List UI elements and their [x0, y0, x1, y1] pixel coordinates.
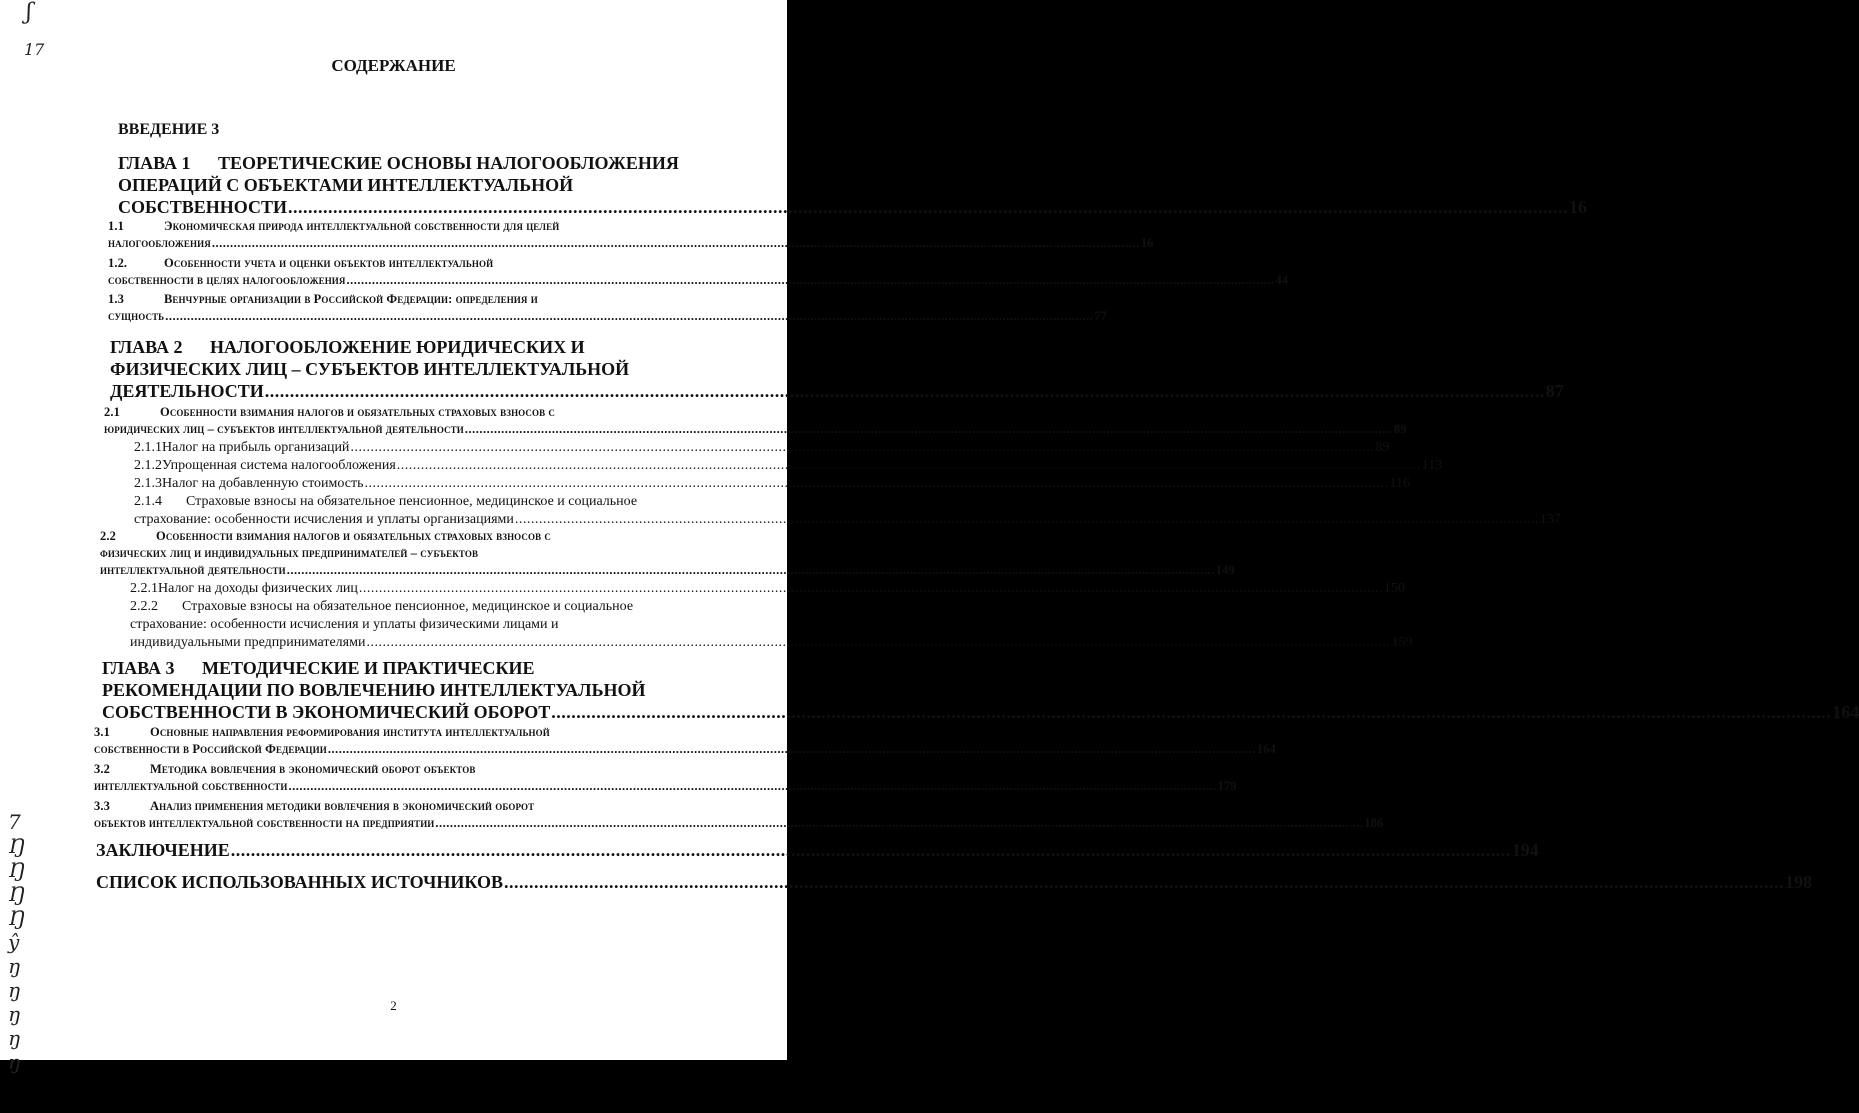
toc-section-3-1: 3.1 Основные направления реформирования института интеллектуальной собственности в Российской Федерации ..... 164 — [94, 724, 724, 758]
toc-section-3-3: 3.3 Анализ применения методики вовлечения в экономический оборот объектов интеллектуальной собственности на предприятии ..... 186 — [94, 798, 724, 832]
toc-references: СПИСОК ИСПОЛЬЗОВАННЫХ ИСТОЧНИКОВ ..... 198 — [96, 872, 724, 893]
toc-intro: ВВЕДЕНИЕ 3 — [118, 121, 220, 138]
toc-section-2-2: 2.2 Особенности взимания налогов и обязательных страховых взносов с физических лиц и индивидуальных предпринимателей – субъектов интеллектуальной деятельности ..... 149 — [100, 528, 726, 579]
toc-chapter-2: ГЛАВА 2 НАЛОГООБЛОЖЕНИЕ ЮРИДИЧЕСКИХ И ФИЗИЧЕСКИХ ЛИЦ – СУБЪЕКТОВ ИНТЕЛЛЕКТУАЛЬНОЙ ДЕЯТЕЛЬНОСТИ ..... 87 — [110, 336, 728, 402]
handwritten-mark-top-2: 17 — [24, 40, 45, 59]
toc-subsection-2-1-3: 2.1.3 Налог на добавленную стоимость ..... 116 — [134, 475, 726, 493]
toc-section-3-2: 3.2 Методика вовлечения в экономический оборот объектов интеллектуальной собственности ..... 179 — [94, 761, 724, 795]
toc-chapter-3: ГЛАВА 3 МЕТОДИЧЕСКИЕ И ПРАКТИЧЕСКИЕ РЕКОМЕНДАЦИИ ПО ВОВЛЕЧЕНИЮ ИНТЕЛЛЕКТУАЛЬНОЙ СОБСТВЕННОСТИ В ЭКОНОМИЧЕСКИЙ ОБОРОТ ..... 164 — [102, 657, 724, 723]
toc-subsection-2-1-4: 2.1.4 Страховые взносы на обязательное пенсионное, медицинское и социальное страхование: особенности исчисления и уплаты организациями ..... 137 — [134, 493, 726, 529]
toc-subsection-2-2-2: 2.2.2 Страховые взносы на обязательное пенсионное, медицинское и социальное страхование: особенности исчисления и уплаты физическими лицами и индивидуальными предпринимателями ..... 159 — [130, 598, 726, 652]
toc-subsection-2-1-2: 2.1.2 Упрощенная система налогообложения ..... 113 — [134, 457, 726, 475]
toc-chapter-1: ГЛАВА 1 ТЕОРЕТИЧЕСКИЕ ОСНОВЫ НАЛОГООБЛОЖЕНИЯ ОПЕРАЦИЙ С ОБЪЕКТАМИ ИНТЕЛЛЕКТУАЛЬНОЙ СОБСТВЕННОСТИ ..... 16 — [118, 152, 728, 218]
handwritten-marks-left: 7 Ŋ Ŋ Ŋ Ŋ ŷ ŋ ŋ ŋ ŋ ŋ — [8, 810, 25, 1074]
toc-section-1-2: 1.2. Особенности учета и оценки объектов интеллектуальной собственности в целях налогообложения ..... 44 — [108, 255, 728, 289]
toc-conclusion: ЗАКЛЮЧЕНИЕ ..... 194 — [96, 840, 724, 861]
toc-subsection-2-2-1: 2.2.1 Налог на доходы физических лиц ..... 150 — [130, 580, 726, 598]
toc-section-2-1: 2.1 Особенности взимания налогов и обязательных страховых взносов с юридических лиц – субъектов интеллектуальной деятельности ..... 89 — [104, 404, 726, 438]
toc-subsection-2-1-1: 2.1.1 Налог на прибыль организаций ..... 89 — [134, 439, 726, 457]
toc-section-1-3: 1.3 Венчурные организации в Российской Федерации: определения и сущность ..... 77 — [108, 291, 728, 325]
handwritten-mark-top: ʃ — [26, 0, 32, 25]
page-number: 2 — [390, 998, 397, 1013]
page-title: СОДЕРЖАНИЕ — [331, 56, 456, 75]
toc-section-1-1: 1.1 Экономическая природа интеллектуальной собственности для целей налогообложения ..... 16 — [108, 218, 728, 252]
